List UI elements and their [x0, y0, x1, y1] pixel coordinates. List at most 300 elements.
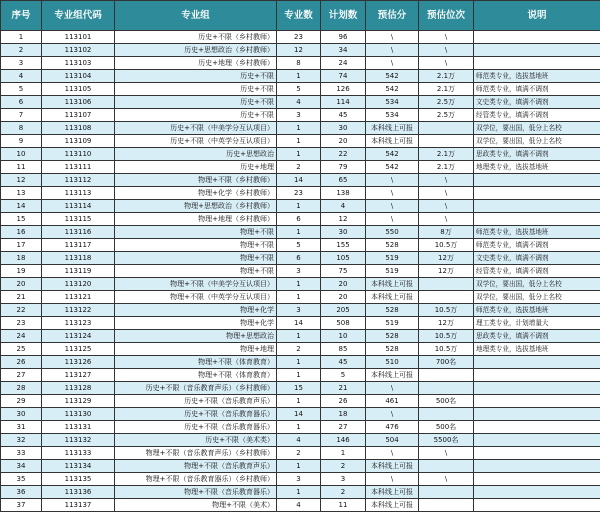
- cell-note: 文史类专业，填满不调剂: [474, 96, 600, 109]
- table-row: [1, 239, 600, 252]
- cell-est-score: 510: [366, 356, 419, 369]
- cell-major-count: 3: [277, 473, 321, 486]
- cell-est-rank: \: [419, 213, 474, 226]
- cell-note: [474, 187, 600, 200]
- cell-index: 28: [1, 382, 42, 395]
- cell-group: 历史+不限: [115, 109, 277, 122]
- cell-major-count: 1: [277, 460, 321, 473]
- cell-est-score: 461: [366, 395, 419, 408]
- cell-group: 物理+化学: [115, 304, 277, 317]
- cell-est-rank: 500名: [419, 395, 474, 408]
- cell-est-score: 550: [366, 226, 419, 239]
- table-row: [1, 31, 600, 44]
- cell-group-code: 113116: [42, 226, 115, 239]
- cell-group-code: 113120: [42, 278, 115, 291]
- cell-major-count: 1: [277, 278, 321, 291]
- cell-major-count: 8: [277, 57, 321, 70]
- cell-est-rank: \: [419, 57, 474, 70]
- cell-note: [474, 382, 600, 395]
- header-note: 说明: [474, 1, 600, 31]
- cell-note: [474, 486, 600, 499]
- cell-note: [474, 460, 600, 473]
- cell-index: 30: [1, 408, 42, 421]
- cell-index: 15: [1, 213, 42, 226]
- cell-est-rank: 700名: [419, 356, 474, 369]
- cell-group: 历史+不限（音乐教育声乐）（乡村教师）: [115, 382, 277, 395]
- cell-index: 3: [1, 57, 42, 70]
- cell-note: 地理类专业，选拔基地班: [474, 343, 600, 356]
- cell-group: 历史+地理（乡村教师）: [115, 57, 277, 70]
- cell-plan-count: 26: [321, 395, 366, 408]
- table-row: [1, 187, 600, 200]
- cell-est-rank: [419, 369, 474, 382]
- cell-est-score: 本科线上可报: [366, 135, 419, 148]
- cell-group-code: 113110: [42, 148, 115, 161]
- cell-index: 31: [1, 421, 42, 434]
- table-row: [1, 200, 600, 213]
- cell-est-rank: [419, 382, 474, 395]
- cell-index: 34: [1, 460, 42, 473]
- cell-group-code: 113113: [42, 187, 115, 200]
- cell-est-score: \: [366, 447, 419, 460]
- cell-plan-count: 65: [321, 174, 366, 187]
- cell-group: 物理+化学（乡村教师）: [115, 187, 277, 200]
- table-row: [1, 148, 600, 161]
- cell-group-code: 113117: [42, 239, 115, 252]
- cell-group-code: 113118: [42, 252, 115, 265]
- cell-plan-count: 12: [321, 213, 366, 226]
- cell-plan-count: 18: [321, 408, 366, 421]
- cell-est-rank: 5500名: [419, 434, 474, 447]
- table-row: [1, 382, 600, 395]
- cell-major-count: 1: [277, 356, 321, 369]
- cell-est-score: 542: [366, 148, 419, 161]
- cell-est-rank: 12万: [419, 265, 474, 278]
- cell-group-code: 113111: [42, 161, 115, 174]
- cell-group-code: 113114: [42, 200, 115, 213]
- cell-index: 6: [1, 96, 42, 109]
- table-row: [1, 252, 600, 265]
- cell-est-rank: [419, 135, 474, 148]
- cell-group: 历史+思想政治（乡村教师）: [115, 44, 277, 57]
- cell-major-count: 1: [277, 122, 321, 135]
- cell-group: 物理+不限（音乐教育声乐）（乡村教师）: [115, 447, 277, 460]
- cell-group-code: 113108: [42, 122, 115, 135]
- table-row: [1, 499, 600, 512]
- table-row: [1, 44, 600, 57]
- cell-group: 历史+不限（乡村教师）: [115, 31, 277, 44]
- cell-note: 经管类专业，填满不调剂: [474, 265, 600, 278]
- cell-est-score: 542: [366, 161, 419, 174]
- cell-group: 历史+地理: [115, 161, 277, 174]
- cell-group-code: 113131: [42, 421, 115, 434]
- cell-major-count: 1: [277, 226, 321, 239]
- cell-index: 33: [1, 447, 42, 460]
- cell-major-count: 23: [277, 31, 321, 44]
- cell-est-rank: 2.5万: [419, 96, 474, 109]
- cell-note: [474, 369, 600, 382]
- cell-plan-count: 24: [321, 57, 366, 70]
- header-est-score: 预估分: [366, 1, 419, 31]
- table-row: [1, 109, 600, 122]
- cell-index: 36: [1, 486, 42, 499]
- cell-plan-count: 20: [321, 291, 366, 304]
- cell-index: 18: [1, 252, 42, 265]
- cell-group: 物理+不限（美术）: [115, 499, 277, 512]
- cell-index: 7: [1, 109, 42, 122]
- cell-plan-count: 105: [321, 252, 366, 265]
- cell-index: 24: [1, 330, 42, 343]
- cell-plan-count: 2: [321, 486, 366, 499]
- cell-est-rank: \: [419, 174, 474, 187]
- cell-est-rank: [419, 460, 474, 473]
- cell-group-code: 113137: [42, 499, 115, 512]
- cell-plan-count: 85: [321, 343, 366, 356]
- cell-est-score: 本科线上可报: [366, 278, 419, 291]
- cell-group-code: 113125: [42, 343, 115, 356]
- cell-index: 14: [1, 200, 42, 213]
- header-group-code: 专业组代码: [42, 1, 115, 31]
- header-major-count: 专业数: [277, 1, 321, 31]
- cell-major-count: 1: [277, 421, 321, 434]
- table-row: [1, 135, 600, 148]
- cell-est-score: \: [366, 174, 419, 187]
- cell-group: 物理+思想政治（乡村教师）: [115, 200, 277, 213]
- cell-group: 历史+不限: [115, 83, 277, 96]
- cell-plan-count: 146: [321, 434, 366, 447]
- cell-est-rank: 2.1万: [419, 148, 474, 161]
- cell-note: 双学位，要出国，低分上名校: [474, 291, 600, 304]
- cell-plan-count: 45: [321, 356, 366, 369]
- cell-group-code: 113107: [42, 109, 115, 122]
- cell-plan-count: 74: [321, 70, 366, 83]
- cell-est-score: \: [366, 473, 419, 486]
- cell-est-score: 本科线上可报: [366, 291, 419, 304]
- cell-plan-count: 10: [321, 330, 366, 343]
- cell-group: 历史+不限（音乐教育器乐）: [115, 421, 277, 434]
- table-row: [1, 70, 600, 83]
- cell-group-code: 113119: [42, 265, 115, 278]
- cell-major-count: 1: [277, 148, 321, 161]
- cell-plan-count: 205: [321, 304, 366, 317]
- table-row: [1, 304, 600, 317]
- cell-plan-count: 30: [321, 226, 366, 239]
- cell-note: [474, 356, 600, 369]
- cell-group-code: 113129: [42, 395, 115, 408]
- cell-major-count: 2: [277, 343, 321, 356]
- cell-plan-count: 11: [321, 499, 366, 512]
- table-row: [1, 161, 600, 174]
- cell-note: [474, 473, 600, 486]
- cell-group-code: 113134: [42, 460, 115, 473]
- cell-major-count: 3: [277, 304, 321, 317]
- cell-group: 物理+不限（音乐教育器乐）: [115, 486, 277, 499]
- cell-index: 2: [1, 44, 42, 57]
- cell-note: 双学位，要出国，低分上名校: [474, 135, 600, 148]
- cell-note: [474, 395, 600, 408]
- cell-group: 物理+思想政治: [115, 330, 277, 343]
- cell-note: 经管类专业，填满不调剂: [474, 109, 600, 122]
- cell-note: 思政类专业，填满不调剂: [474, 330, 600, 343]
- cell-plan-count: 21: [321, 382, 366, 395]
- cell-est-score: 519: [366, 317, 419, 330]
- cell-est-score: 519: [366, 252, 419, 265]
- cell-est-rank: 12万: [419, 317, 474, 330]
- cell-index: 21: [1, 291, 42, 304]
- table-row: [1, 408, 600, 421]
- table-row: [1, 122, 600, 135]
- cell-index: 11: [1, 161, 42, 174]
- cell-est-score: \: [366, 408, 419, 421]
- cell-note: [474, 499, 600, 512]
- cell-index: 26: [1, 356, 42, 369]
- cell-index: 20: [1, 278, 42, 291]
- cell-est-rank: 500名: [419, 421, 474, 434]
- cell-major-count: 14: [277, 174, 321, 187]
- cell-plan-count: 5: [321, 369, 366, 382]
- cell-est-rank: \: [419, 447, 474, 460]
- cell-est-score: 本科线上可报: [366, 486, 419, 499]
- cell-est-rank: 10.5万: [419, 343, 474, 356]
- table-row: [1, 330, 600, 343]
- cell-note: 师范类专业，选拔基地班: [474, 304, 600, 317]
- cell-est-rank: [419, 122, 474, 135]
- cell-group-code: 113123: [42, 317, 115, 330]
- cell-est-score: 528: [366, 343, 419, 356]
- cell-group-code: 113122: [42, 304, 115, 317]
- cell-est-rank: \: [419, 473, 474, 486]
- table-row: [1, 486, 600, 499]
- cell-group: 历史+不限: [115, 96, 277, 109]
- cell-est-rank: \: [419, 44, 474, 57]
- cell-index: 5: [1, 83, 42, 96]
- cell-group: 物理+不限（体育教育）: [115, 369, 277, 382]
- table-row: [1, 421, 600, 434]
- cell-est-rank: 2.1万: [419, 161, 474, 174]
- cell-est-rank: \: [419, 31, 474, 44]
- cell-est-rank: 10.5万: [419, 239, 474, 252]
- cell-est-score: 476: [366, 421, 419, 434]
- cell-note: [474, 213, 600, 226]
- cell-est-score: 542: [366, 83, 419, 96]
- table-row: [1, 369, 600, 382]
- table-row: [1, 434, 600, 447]
- cell-major-count: 3: [277, 109, 321, 122]
- cell-est-rank: 2.5万: [419, 109, 474, 122]
- table-row: [1, 317, 600, 330]
- cell-group: 物理+不限（音乐教育器乐）（乡村教师）: [115, 473, 277, 486]
- cell-major-count: 4: [277, 96, 321, 109]
- cell-index: 16: [1, 226, 42, 239]
- table-row: [1, 473, 600, 486]
- cell-est-score: 本科线上可报: [366, 460, 419, 473]
- cell-group: 物理+不限: [115, 226, 277, 239]
- cell-est-score: 本科线上可报: [366, 369, 419, 382]
- cell-est-rank: 2.1万: [419, 70, 474, 83]
- cell-plan-count: 20: [321, 135, 366, 148]
- cell-index: 22: [1, 304, 42, 317]
- cell-est-score: 528: [366, 239, 419, 252]
- cell-group: 历史+不限（音乐教育器乐）: [115, 408, 277, 421]
- cell-est-score: 528: [366, 304, 419, 317]
- table-row: [1, 460, 600, 473]
- cell-group: 历史+不限（中美学分互认项目）: [115, 122, 277, 135]
- cell-major-count: 1: [277, 486, 321, 499]
- cell-est-rank: 8万: [419, 226, 474, 239]
- cell-group: 历史+思想政治: [115, 148, 277, 161]
- table-row: [1, 213, 600, 226]
- cell-major-count: 12: [277, 44, 321, 57]
- cell-major-count: 1: [277, 70, 321, 83]
- cell-index: 4: [1, 70, 42, 83]
- cell-est-score: \: [366, 31, 419, 44]
- cell-major-count: 14: [277, 317, 321, 330]
- header-index: 序号: [1, 1, 42, 31]
- cell-group-code: 113121: [42, 291, 115, 304]
- cell-est-rank: 2.1万: [419, 83, 474, 96]
- cell-index: 17: [1, 239, 42, 252]
- cell-group: 物理+不限（乡村教师）: [115, 174, 277, 187]
- cell-est-score: 本科线上可报: [366, 122, 419, 135]
- cell-plan-count: 138: [321, 187, 366, 200]
- table-row: [1, 83, 600, 96]
- cell-est-score: \: [366, 57, 419, 70]
- cell-group: 历史+不限: [115, 70, 277, 83]
- cell-plan-count: 27: [321, 421, 366, 434]
- cell-group-code: 113124: [42, 330, 115, 343]
- cell-major-count: 1: [277, 200, 321, 213]
- cell-plan-count: 3: [321, 473, 366, 486]
- cell-est-rank: [419, 499, 474, 512]
- cell-group-code: 113126: [42, 356, 115, 369]
- cell-group-code: 113104: [42, 70, 115, 83]
- cell-group-code: 113101: [42, 31, 115, 44]
- cell-index: 25: [1, 343, 42, 356]
- cell-plan-count: 155: [321, 239, 366, 252]
- cell-note: 师范类专业，选拔基地班: [474, 226, 600, 239]
- cell-group: 物理+不限（中英学分互认项目）: [115, 291, 277, 304]
- cell-major-count: 1: [277, 330, 321, 343]
- cell-note: 师范类专业，填满不调剂: [474, 239, 600, 252]
- cell-major-count: 5: [277, 83, 321, 96]
- table-row: [1, 395, 600, 408]
- cell-est-rank: [419, 408, 474, 421]
- cell-group-code: 113105: [42, 83, 115, 96]
- cell-group: 物理+不限（中美学分互认项目）: [115, 278, 277, 291]
- cell-major-count: 3: [277, 265, 321, 278]
- cell-note: [474, 31, 600, 44]
- cell-index: 13: [1, 187, 42, 200]
- table-row: [1, 356, 600, 369]
- cell-group-code: 113128: [42, 382, 115, 395]
- cell-major-count: 6: [277, 252, 321, 265]
- cell-index: 12: [1, 174, 42, 187]
- cell-group: 物理+地理: [115, 343, 277, 356]
- cell-note: 思政类专业，填满不调剂: [474, 148, 600, 161]
- table-body: [1, 31, 600, 512]
- table-row: [1, 226, 600, 239]
- cell-est-rank: \: [419, 200, 474, 213]
- cell-est-score: 534: [366, 96, 419, 109]
- cell-index: 29: [1, 395, 42, 408]
- cell-index: 10: [1, 148, 42, 161]
- cell-note: 师范类专业，选拔基地班: [474, 70, 600, 83]
- cell-major-count: 15: [277, 382, 321, 395]
- cell-est-score: 519: [366, 265, 419, 278]
- cell-group: 物理+不限: [115, 265, 277, 278]
- cell-major-count: 1: [277, 369, 321, 382]
- header-plan-count: 计划数: [321, 1, 366, 31]
- cell-est-score: 本科线上可报: [366, 499, 419, 512]
- cell-plan-count: 4: [321, 200, 366, 213]
- cell-group-code: 113115: [42, 213, 115, 226]
- cell-major-count: 2: [277, 447, 321, 460]
- cell-est-score: 534: [366, 109, 419, 122]
- cell-note: 理工类专业，计划增量大: [474, 317, 600, 330]
- cell-major-count: 6: [277, 213, 321, 226]
- cell-group-code: 113133: [42, 447, 115, 460]
- cell-group-code: 113132: [42, 434, 115, 447]
- table-row: [1, 343, 600, 356]
- cell-major-count: 4: [277, 434, 321, 447]
- cell-index: 35: [1, 473, 42, 486]
- cell-plan-count: 79: [321, 161, 366, 174]
- cell-group: 物理+不限: [115, 239, 277, 252]
- cell-est-score: 504: [366, 434, 419, 447]
- cell-est-rank: 10.5万: [419, 330, 474, 343]
- header-est-rank: 预估位次: [419, 1, 474, 31]
- cell-note: [474, 200, 600, 213]
- table-row: [1, 278, 600, 291]
- cell-group-code: 113106: [42, 96, 115, 109]
- cell-group: 历史+不限（音乐教育声乐）: [115, 395, 277, 408]
- cell-est-rank: [419, 486, 474, 499]
- cell-est-rank: \: [419, 187, 474, 200]
- cell-major-count: 1: [277, 291, 321, 304]
- table-row: [1, 96, 600, 109]
- cell-plan-count: 126: [321, 83, 366, 96]
- cell-index: 9: [1, 135, 42, 148]
- cell-plan-count: 1: [321, 447, 366, 460]
- header-group: 专业组: [115, 1, 277, 31]
- cell-note: [474, 174, 600, 187]
- cell-note: [474, 408, 600, 421]
- cell-est-rank: [419, 278, 474, 291]
- cell-index: 8: [1, 122, 42, 135]
- table-row: [1, 57, 600, 70]
- cell-plan-count: 508: [321, 317, 366, 330]
- cell-group: 物理+不限（音乐教育声乐）: [115, 460, 277, 473]
- cell-group: 历史+不限（美术类）: [115, 434, 277, 447]
- cell-group: 物理+化学: [115, 317, 277, 330]
- cell-plan-count: 22: [321, 148, 366, 161]
- cell-note: 双学位，要出国，低分上名校: [474, 122, 600, 135]
- cell-major-count: 4: [277, 499, 321, 512]
- cell-plan-count: 75: [321, 265, 366, 278]
- cell-note: [474, 434, 600, 447]
- cell-est-rank: [419, 291, 474, 304]
- cell-est-rank: 12万: [419, 252, 474, 265]
- cell-index: 1: [1, 31, 42, 44]
- cell-est-rank: 10.5万: [419, 304, 474, 317]
- cell-est-score: \: [366, 187, 419, 200]
- cell-est-score: 542: [366, 70, 419, 83]
- cell-index: 23: [1, 317, 42, 330]
- cell-group-code: 113102: [42, 44, 115, 57]
- cell-major-count: 14: [277, 408, 321, 421]
- cell-index: 32: [1, 434, 42, 447]
- cell-note: [474, 421, 600, 434]
